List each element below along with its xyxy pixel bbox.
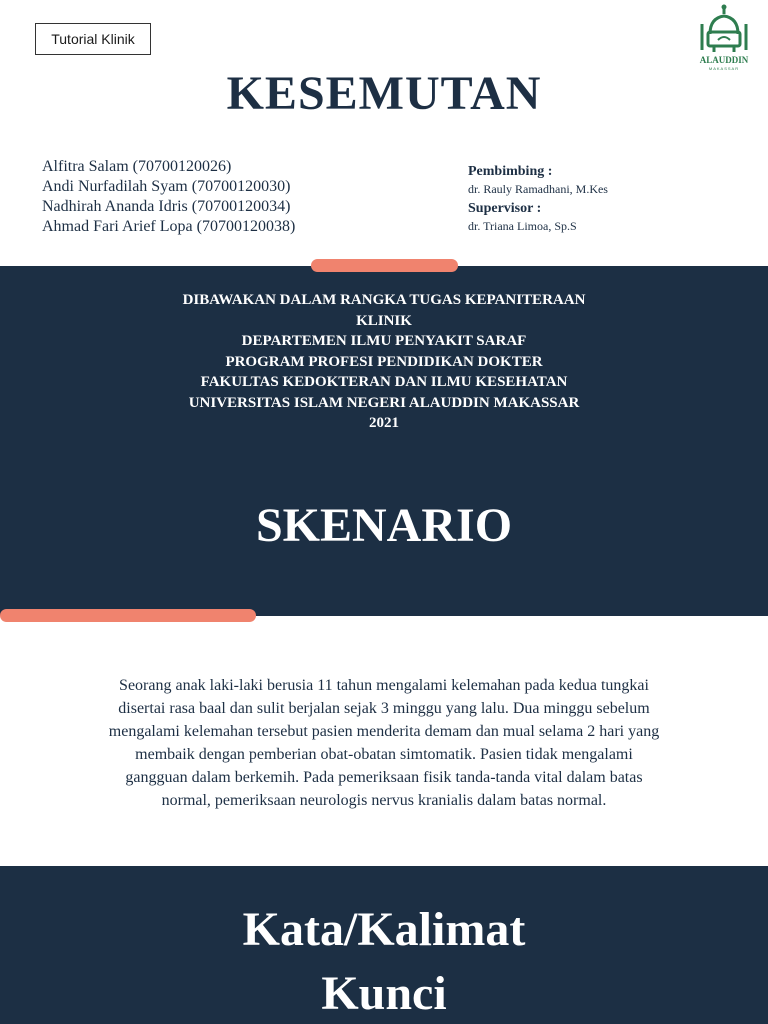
scenario-line: normal, pemeriksaan neurologis nervus kranialis dalam batas normal. — [161, 792, 607, 809]
author-item: Andi Nurfadilah Syam (70700120030) — [42, 178, 291, 195]
section-title-kata-kunci — [0, 898, 768, 1024]
logo-subtext: MAKASSAR — [708, 66, 740, 71]
author-list — [42, 157, 295, 237]
institution-line: UNIVERSITAS ISLAM NEGERI ALAUDDIN MAKASSAR — [188, 394, 580, 411]
scenario-line: mengalami kelemahan tersebut pasien menderita demam dan mual selama 2 hari yang — [108, 723, 660, 740]
scenario-paragraph — [40, 674, 728, 812]
pembimbing-name: dr. Rauly Ramadhani, M.Kes — [468, 182, 608, 196]
scenario-line: disertai rasa baal dan sulit berjalan sejak 3 minggu yang lalu. Dua minggu sebelum — [118, 700, 650, 717]
institution-line: KLINIK — [356, 312, 412, 329]
skenario-slide — [0, 266, 768, 616]
author-item: Nadhirah Ananda Idris (70700120034) — [42, 198, 291, 215]
institution-text — [0, 290, 768, 434]
alauddin-logo — [694, 4, 754, 72]
scenario-line: membaik dengan pemberian obat-obatan simtomatik. Pasien tidak mengalami — [135, 746, 633, 763]
scenario-line: gangguan dalam berkemih. Pada pemeriksaan fisik tanda-tanda vital dalam batas — [125, 769, 643, 786]
institution-line: DEPARTEMEN ILMU PENYAKIT SARAF — [241, 333, 527, 349]
logo-text: ALAUDDIN — [699, 55, 749, 65]
accent-divider-left — [0, 609, 256, 622]
scenario-line: Seorang anak laki-laki berusia 11 tahun mengalami kelemahan pada kedua tungkai — [119, 677, 649, 694]
institution-line: PROGRAM PROFESI PENDIDIKAN DOKTER — [225, 353, 543, 370]
supervisor-block — [468, 163, 608, 237]
title-slide — [0, 0, 768, 266]
supervisor-label: Supervisor : — [468, 201, 542, 216]
supervisor-name: dr. Triana Limoa, Sp.S — [468, 219, 577, 233]
section-title-skenario: SKENARIO — [255, 499, 513, 552]
author-item: Ahmad Fari Arief Lopa (70700120038) — [42, 218, 296, 235]
institution-line: 2021 — [369, 415, 399, 431]
institution-line: FAKULTAS KEDOKTERAN DAN ILMU KESEHATAN — [200, 374, 568, 390]
title-line: Kunci — [321, 967, 447, 1020]
accent-divider-top — [311, 259, 458, 272]
tutorial-tag: Tutorial Klinik — [35, 23, 151, 55]
author-item: Alfitra Salam (70700120026) — [42, 158, 232, 175]
main-title: KESEMUTAN — [226, 67, 542, 120]
institution-line: DIBAWAKAN DALAM RANGKA TUGAS KEPANITERAAN — [182, 292, 586, 308]
scenario-text-slide — [0, 616, 768, 866]
title-line: Kata/Kalimat — [242, 903, 526, 956]
pembimbing-label: Pembimbing : — [468, 164, 553, 179]
keywords-slide — [0, 866, 768, 1024]
mosque-emblem-icon — [694, 4, 754, 56]
